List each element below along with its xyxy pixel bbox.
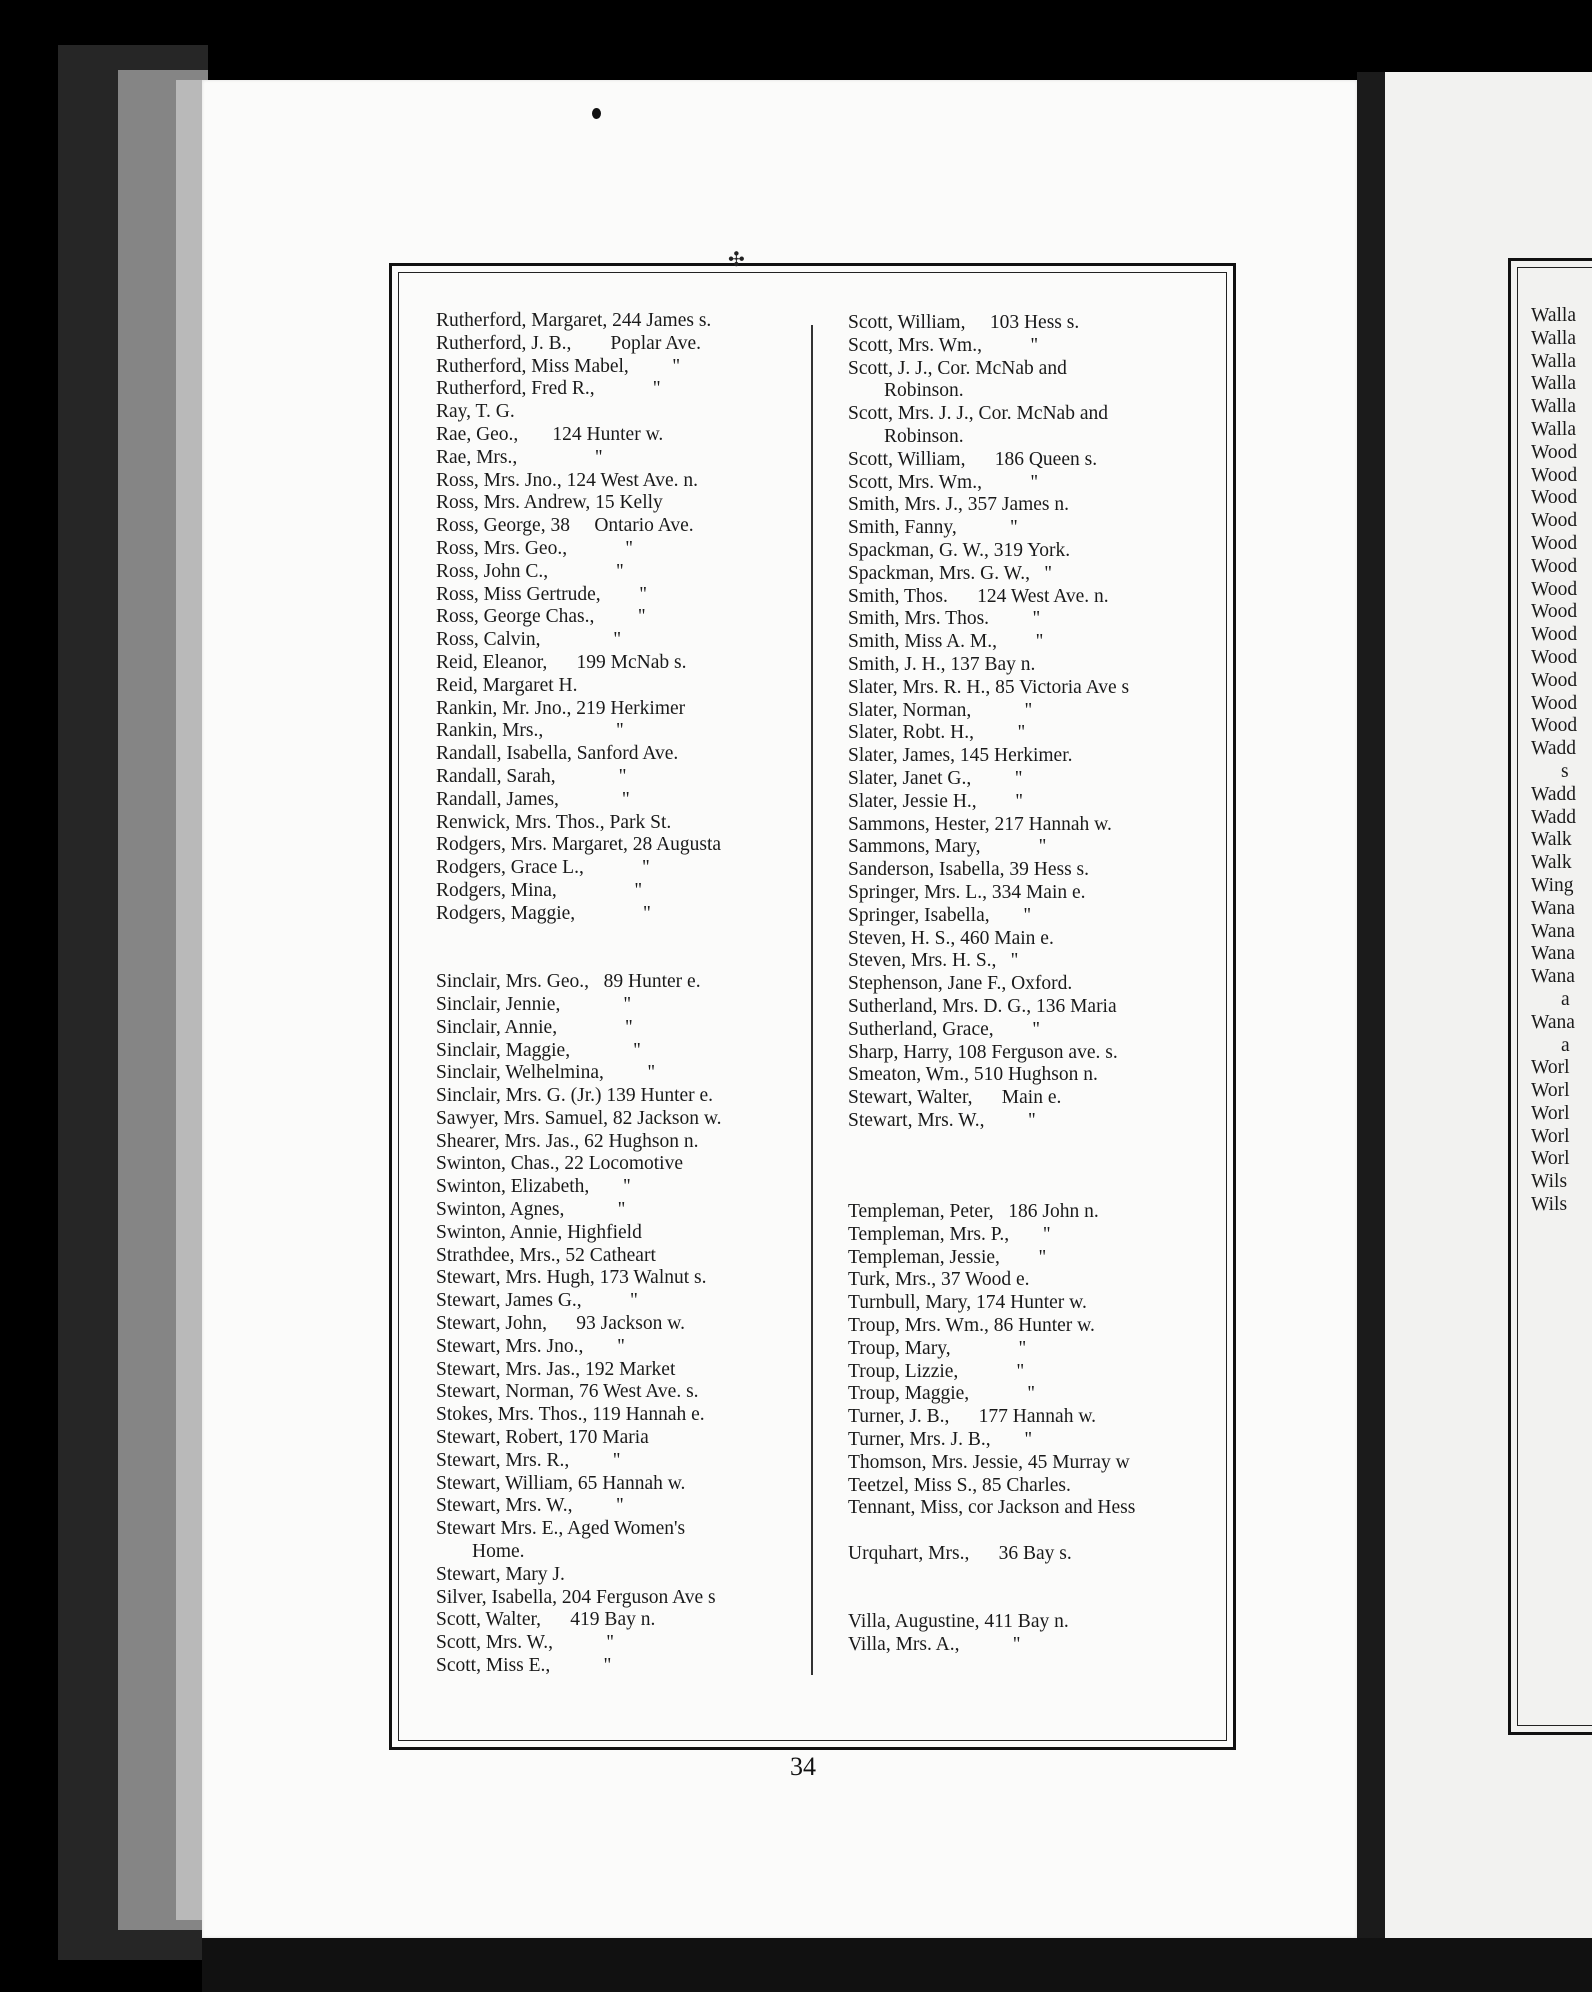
next-page-entry-fragment: Wood: [1531, 624, 1578, 646]
directory-entry: Slater, Janet G., '': [848, 767, 1023, 789]
next-page-entry-fragment: Worl: [1531, 1057, 1570, 1079]
next-page-column: [1531, 305, 1592, 1217]
directory-entry: Slater, Jessie H., '': [848, 790, 1023, 812]
directory-entry: Rankin, Mrs., '': [436, 720, 624, 742]
directory-entry: Ross, Mrs. Jno., 124 West Ave. n.: [436, 469, 699, 491]
directory-entry: Scott, J. J., Cor. McNab and: [848, 357, 1067, 379]
frame-ornament-icon: ✣: [728, 249, 745, 271]
directory-entry: Reid, Eleanor, 199 McNab s.: [436, 651, 687, 673]
directory-column-left: [436, 310, 796, 1678]
spacer: [848, 1155, 1198, 1178]
directory-entry: Slater, Norman, '': [848, 699, 1032, 721]
directory-entry: Rae, Mrs., '': [436, 446, 603, 468]
directory-entry: Rutherford, J. B., Poplar Ave.: [436, 332, 702, 354]
ink-dot: [592, 108, 601, 119]
directory-entry: Stewart Mrs. E., Aged Women's: [436, 1518, 686, 1540]
directory-entry: Scott, Miss E., '': [436, 1655, 611, 1677]
directory-entry: Scott, William, 103 Hess s.: [848, 312, 1080, 333]
directory-entry: Springer, Mrs. L., 334 Main e.: [848, 881, 1086, 903]
directory-entry: Sutherland, Mrs. D. G., 136 Maria: [848, 995, 1117, 1017]
directory-entry: Renwick, Mrs. Thos., Park St.: [436, 811, 672, 833]
directory-entry: Smeaton, Wm., 510 Hughson n.: [848, 1064, 1098, 1086]
page-number: 34: [790, 1752, 816, 1781]
next-page-entry-fragment: Wadd: [1531, 806, 1576, 828]
directory-entry: Smith, Thos. 124 West Ave. n.: [848, 585, 1109, 607]
next-page-entry-fragment: Wood: [1531, 669, 1578, 691]
directory-entry: Rodgers, Mina, '': [436, 879, 642, 901]
spacer: [848, 1133, 1198, 1156]
spacer: [848, 1589, 1198, 1612]
directory-entry: Rodgers, Grace L., '': [436, 857, 650, 879]
next-page-entry-fragment: Worl: [1531, 1080, 1570, 1102]
directory-entry: Stewart, Mrs. Hugh, 173 Walnut s.: [436, 1267, 707, 1289]
directory-entry: Stewart, Norman, 76 West Ave. s.: [436, 1381, 699, 1403]
next-page-entry-fragment: Wadd: [1531, 783, 1576, 805]
directory-entry: Rankin, Mr. Jno., 219 Herkimer: [436, 697, 686, 719]
directory-entry: Silver, Isabella, 204 Ferguson Ave s: [436, 1586, 716, 1608]
next-page-entry-fragment: Walk: [1531, 829, 1572, 851]
directory-entry: Troup, Lizzie, '': [848, 1360, 1024, 1382]
next-page-entry-fragment: Worl: [1531, 1102, 1570, 1124]
next-page-entry-fragment: Walla: [1531, 418, 1576, 440]
directory-entry: Stewart, Mrs. Jas., 192 Market: [436, 1358, 676, 1380]
next-page-entry-fragment: Wana: [1531, 1011, 1575, 1033]
next-page-entry-fragment: Wood: [1531, 715, 1578, 737]
next-page-entry-fragment: Wadd: [1531, 738, 1576, 760]
next-page-entry-fragment: Wood: [1531, 487, 1578, 509]
spacer: [848, 1566, 1198, 1589]
directory-entry: Reid, Margaret H.: [436, 674, 578, 696]
next-page-entry-fragment: Wana: [1531, 966, 1575, 988]
directory-entry: Rutherford, Margaret, 244 James s.: [436, 310, 712, 331]
directory-entry: Spackman, Mrs. G. W., '': [848, 562, 1052, 584]
directory-entry: Rae, Geo., 124 Hunter w.: [436, 423, 664, 445]
directory-entry: Sawyer, Mrs. Samuel, 82 Jackson w.: [436, 1107, 722, 1129]
directory-entry: Steven, Mrs. H. S., '': [848, 950, 1019, 972]
directory-entry: Randall, James, '': [436, 788, 630, 810]
next-page-entry-fragment: Walla: [1531, 327, 1576, 349]
next-page-entry-fragment: Wana: [1531, 897, 1575, 919]
page-edge: [176, 80, 204, 1920]
next-page-entry-fragment: Wing: [1531, 874, 1574, 896]
next-page-entry-fragment: Walla: [1531, 305, 1576, 326]
directory-entry: Stewart, Mrs. R., '': [436, 1449, 621, 1471]
spacer: [436, 948, 796, 971]
directory-entry: Villa, Augustine, 411 Bay n.: [848, 1611, 1069, 1633]
spacer: [848, 1178, 1198, 1201]
directory-entry: Stewart, Mary J.: [436, 1563, 565, 1585]
next-page-entry-fragment: Worl: [1531, 1148, 1570, 1170]
page-gutter: [1357, 72, 1387, 1952]
directory-entry: Rodgers, Mrs. Margaret, 28 Augusta: [436, 834, 722, 856]
directory-entry: Ross, Mrs. Geo., '': [436, 537, 633, 559]
next-page-entry-fragment: Walla: [1531, 396, 1576, 418]
directory-entry: Stewart, John, 93 Jackson w.: [436, 1313, 685, 1335]
next-page-entry-fragment: Walk: [1531, 852, 1572, 874]
directory-entry: Ross, Mrs. Andrew, 15 Kelly: [436, 492, 663, 514]
directory-entry: Shearer, Mrs. Jas., 62 Hughson n.: [436, 1130, 699, 1152]
directory-entry: Strathdee, Mrs., 52 Catheart: [436, 1244, 656, 1266]
next-page-entry-fragment: Wood: [1531, 578, 1578, 600]
directory-entry: Stewart, Walter, Main e.: [848, 1087, 1062, 1109]
next-page-entry-fragment: Wood: [1531, 646, 1578, 668]
directory-entry: Ross, John C., '': [436, 560, 624, 582]
directory-entry: Smith, Miss A. M., '': [848, 631, 1044, 653]
next-page-entry-fragment: Wood: [1531, 532, 1578, 554]
directory-entry: Tennant, Miss, cor Jackson and Hess: [848, 1497, 1136, 1519]
directory-entry: Stewart, William, 65 Hannah w.: [436, 1472, 686, 1494]
directory-entry: Turnbull, Mary, 174 Hunter w.: [848, 1292, 1087, 1314]
next-page-entry-fragment: Wood: [1531, 555, 1578, 577]
directory-entry: Scott, Mrs. J. J., Cor. McNab and: [848, 403, 1108, 425]
directory-entry: Stewart, Mrs. Jno., '': [436, 1335, 625, 1357]
next-page-entry-fragment: s: [1561, 760, 1569, 782]
directory-entry: Turner, J. B., 177 Hannah w.: [848, 1406, 1097, 1428]
directory-entry: Rutherford, Fred R., '': [436, 378, 661, 400]
next-page-entry-fragment: Wood: [1531, 510, 1578, 532]
directory-entry: Slater, Mrs. R. H., 85 Victoria Ave s: [848, 676, 1130, 698]
directory-entry: Templeman, Mrs. P., '': [848, 1223, 1051, 1245]
next-page-entry-fragment: Wils: [1531, 1171, 1568, 1193]
directory-entry: Smith, Mrs. Thos. '': [848, 608, 1040, 630]
directory-entry: Scott, Walter, 419 Bay n.: [436, 1609, 656, 1631]
next-page-entry-fragment: a: [1561, 1034, 1570, 1056]
directory-entry: Troup, Mrs. Wm., 86 Hunter w.: [848, 1315, 1095, 1337]
directory-entry: Sinclair, Welhelmina, '': [436, 1062, 655, 1084]
spacer: [436, 926, 796, 949]
directory-entry: Teetzel, Miss S., 85 Charles.: [848, 1474, 1071, 1496]
directory-entry: Turk, Mrs., 37 Wood e.: [848, 1269, 1030, 1291]
directory-entry: Spackman, G. W., 319 York.: [848, 539, 1071, 561]
directory-entry: Templeman, Peter, 186 John n.: [848, 1201, 1099, 1223]
directory-entry: Stewart, Robert, 170 Maria: [436, 1427, 649, 1449]
next-page-entry-fragment: Wana: [1531, 920, 1575, 942]
next-page-entry-fragment: Walla: [1531, 373, 1576, 395]
directory-column-right: [848, 312, 1198, 1657]
directory-entry: Sinclair, Jennie, '': [436, 993, 631, 1015]
directory-entry: Troup, Maggie, '': [848, 1383, 1035, 1405]
next-page-entry-fragment: Wood: [1531, 601, 1578, 623]
directory-entry: Swinton, Chas., 22 Locomotive: [436, 1153, 683, 1175]
directory-entry: Sinclair, Mrs. Geo., 89 Hunter e.: [436, 971, 701, 993]
directory-entry: Springer, Isabella, '': [848, 904, 1031, 926]
next-page-entry-fragment: a: [1561, 988, 1570, 1010]
directory-entry: Rutherford, Miss Mabel, '': [436, 355, 680, 377]
directory-entry: Scott, William, 186 Queen s.: [848, 448, 1098, 470]
directory-entry: Steven, H. S., 460 Main e.: [848, 927, 1054, 949]
directory-entry: Urquhart, Mrs., 36 Bay s.: [848, 1543, 1072, 1565]
directory-entry: Smith, J. H., 137 Bay n.: [848, 653, 1036, 675]
directory-entry: Stephenson, Jane F., Oxford.: [848, 973, 1073, 995]
directory-entry: Randall, Sarah, '': [436, 765, 627, 787]
directory-entry: Ross, George Chas., '': [436, 606, 646, 628]
next-page-entry-fragment: Worl: [1531, 1125, 1570, 1147]
directory-entry: Sinclair, Maggie, '': [436, 1039, 641, 1061]
directory-entry: Stewart, Mrs. W., '': [436, 1495, 624, 1517]
directory-entry: Ray, T. G.: [436, 401, 515, 423]
spacer: [848, 1520, 1198, 1543]
next-page-entry-fragment: Wana: [1531, 943, 1575, 965]
directory-entry: Sinclair, Mrs. G. (Jr.) 139 Hunter e.: [436, 1085, 714, 1107]
directory-entry: Villa, Mrs. A., '': [848, 1634, 1021, 1656]
directory-entry: Sanderson, Isabella, 39 Hess s.: [848, 859, 1089, 881]
directory-entry: Slater, James, 145 Herkimer.: [848, 745, 1073, 767]
next-page-entry-fragment: Wood: [1531, 464, 1578, 486]
directory-entry: Sammons, Hester, 217 Hannah w.: [848, 813, 1112, 835]
directory-entry: Sammons, Mary, '': [848, 836, 1047, 858]
directory-entry: Sinclair, Annie, '': [436, 1016, 633, 1038]
directory-entry: Scott, Mrs. Wm., '': [848, 471, 1038, 493]
directory-entry: Troup, Mary, '': [848, 1337, 1026, 1359]
directory-entry: Smith, Mrs. J., 357 James n.: [848, 494, 1070, 516]
directory-entry: Thomson, Mrs. Jessie, 45 Murray w: [848, 1451, 1130, 1473]
directory-entry: Swinton, Annie, Highfield: [436, 1221, 642, 1243]
directory-entry: Ross, Miss Gertrude, '': [436, 583, 647, 605]
directory-entry: Stewart, Mrs. W., '': [848, 1109, 1036, 1131]
directory-entry: Scott, Mrs. Wm., '': [848, 334, 1038, 356]
directory-entry: Sharp, Harry, 108 Ferguson ave. s.: [848, 1041, 1118, 1063]
directory-entry: Templeman, Jessie, '': [848, 1246, 1046, 1268]
directory-entry: Swinton, Agnes, '': [436, 1199, 626, 1221]
entry-continuation: Robinson.: [884, 425, 964, 447]
directory-entry: Sutherland, Grace, '': [848, 1018, 1040, 1040]
scan-bottom-edge: [202, 1938, 1592, 1992]
entry-continuation: Home.: [472, 1541, 525, 1563]
next-page-entry-fragment: Wils: [1531, 1194, 1568, 1216]
directory-entry: Ross, Calvin, '': [436, 629, 621, 651]
next-page-entry-fragment: Wood: [1531, 692, 1578, 714]
next-page-entry-fragment: Walla: [1531, 350, 1576, 372]
directory-entry: Smith, Fanny, '': [848, 517, 1018, 539]
directory-entry: Turner, Mrs. J. B., '': [848, 1429, 1032, 1451]
directory-entry: Slater, Robt. H., '': [848, 722, 1025, 744]
directory-entry: Scott, Mrs. W., '': [436, 1632, 614, 1654]
directory-entry: Rodgers, Maggie, '': [436, 902, 651, 924]
directory-entry: Randall, Isabella, Sanford Ave.: [436, 743, 679, 765]
directory-entry: Stokes, Mrs. Thos., 119 Hannah e.: [436, 1404, 705, 1426]
column-divider: [811, 325, 813, 1675]
directory-entry: Stewart, James G., '': [436, 1290, 638, 1312]
entry-continuation: Robinson.: [884, 380, 964, 402]
next-page-entry-fragment: Wood: [1531, 441, 1578, 463]
directory-entry: Swinton, Elizabeth, '': [436, 1176, 631, 1198]
directory-entry: Ross, George, 38 Ontario Ave.: [436, 515, 694, 537]
